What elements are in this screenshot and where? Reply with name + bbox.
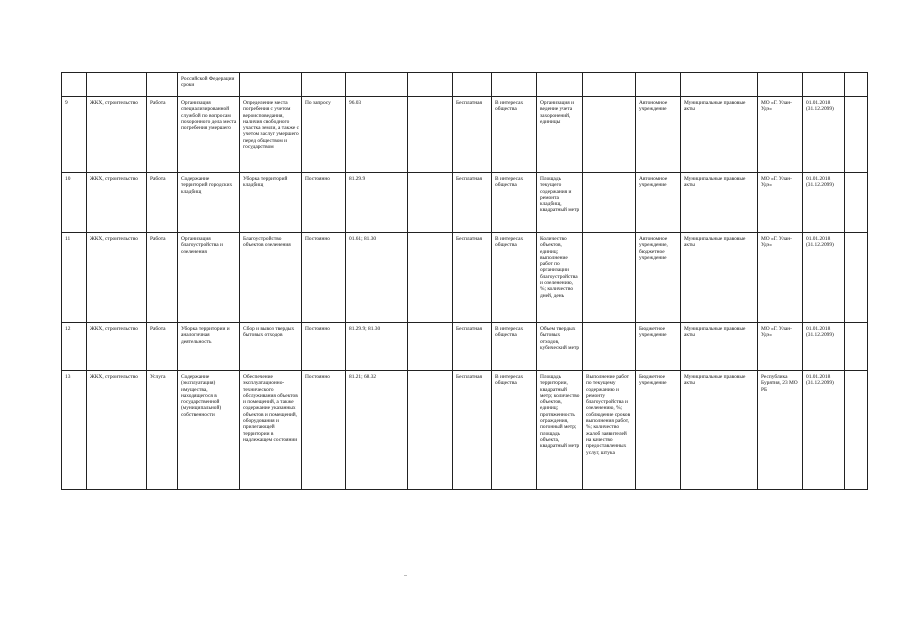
table-cell: Муниципальные правовые акты — [681, 233, 758, 323]
table-cell: Бюджетное учреждение — [636, 371, 681, 490]
table-cell: Площадь территории, квадратный метр; количество объектов, единиц; протяженность ограждения, погонный метр; площадь объекта, квадратный метр — [537, 371, 583, 490]
table-cell: В интересах общества — [492, 323, 537, 371]
table-cell: Содержание территорий городских кладбищ — [178, 173, 240, 233]
table-cell-empty — [845, 173, 868, 233]
table-cell: Определение места погребения с учетом вероисповедания, наличия свободного участка земли, а также с учетом заслуг умершего перед обществом и государством — [240, 97, 302, 173]
table-cell: Работа — [147, 173, 178, 233]
table-cell — [147, 73, 178, 97]
table-cell: Уборка территорий кладбищ — [240, 173, 302, 233]
table-cell — [583, 173, 636, 233]
table-cell — [408, 73, 453, 97]
table-cell — [408, 323, 453, 371]
table-cell: МО «Г. Улан-Удэ» — [758, 323, 803, 371]
table-cell: Автономное учреждение — [636, 173, 681, 233]
table-cell: Муниципальные правовые акты — [681, 173, 758, 233]
table-cell: Обеспечение эксплуатационно-технического обслуживания объектов и помещений, а также содержание указанных объектов и помещений, оборудования и прилегающей территории в надлежащем состоянии — [240, 371, 302, 490]
table-cell: Работа — [147, 233, 178, 323]
table-cell — [583, 323, 636, 371]
table-cell: Российской Федерации сроки — [178, 73, 240, 97]
table-cell: Бюджетное учреждение — [636, 323, 681, 371]
table-cell: В интересах общества — [492, 233, 537, 323]
table-cell: 11 — [62, 233, 87, 323]
table-cell: ЖКХ, строительство — [87, 173, 147, 233]
table-cell — [302, 73, 346, 97]
table-cell: Организация благоустройства и озеленения — [178, 233, 240, 323]
table-cell: Постоянно — [302, 173, 346, 233]
table-cell — [408, 173, 453, 233]
table-cell: 96.03 — [346, 97, 408, 173]
table-cell — [537, 73, 583, 97]
table-cell — [583, 73, 636, 97]
table-cell: 81.29.9; 81.30 — [346, 323, 408, 371]
table-row — [62, 323, 868, 371]
table-cell: 81.29.9 — [346, 173, 408, 233]
table-cell: МО «Г. Улан-Удэ» — [758, 233, 803, 323]
table-cell: Автономное учреждение — [636, 97, 681, 173]
table-cell: По запросу — [302, 97, 346, 173]
table-cell — [583, 97, 636, 173]
scan-speck — [404, 575, 407, 576]
table-cell: Работа — [147, 323, 178, 371]
table-cell: Постоянно — [302, 233, 346, 323]
table-row — [62, 97, 868, 173]
table-row — [62, 173, 868, 233]
table-cell — [87, 73, 147, 97]
table-cell: Муниципальные правовые акты — [681, 323, 758, 371]
table-cell: 01.01.2018 (31.12.2099) — [803, 371, 845, 490]
table-cell: ЖКХ, строительство — [87, 323, 147, 371]
table-cell: Работа — [147, 97, 178, 173]
table-cell — [408, 97, 453, 173]
table-cell — [803, 73, 845, 97]
table-cell: Бесплатная — [453, 371, 492, 490]
table-cell: Бесплатная — [453, 323, 492, 371]
table-cell: 12 — [62, 323, 87, 371]
table-cell: 81.21; 68.32 — [346, 371, 408, 490]
table-cell: Бесплатная — [453, 233, 492, 323]
table-cell: Выполнение работ по текущему содержанию и ремонту благоустройства и озеленению, %; соблюдение сроков выполнения работ, %; количество жалоб заявителей на качество предоставленных услуг, штука — [583, 371, 636, 490]
table-cell: 10 — [62, 173, 87, 233]
table-cell: Количество объектов, единиц; выполнение работ по организации благоустройства и озеленению, %; количество дней, день — [537, 233, 583, 323]
table-cell: Услуга — [147, 371, 178, 490]
table-cell — [583, 233, 636, 323]
table-cell: Содержание (эксплуатация) имущества, находящегося в государственной (муниципальной) собственности — [178, 371, 240, 490]
table-cell — [408, 371, 453, 490]
table-cell: МО «Г. Улан-Удэ» — [758, 173, 803, 233]
table-row — [62, 73, 868, 97]
table-cell: Республика Бурятия, 23 МО РБ — [758, 371, 803, 490]
table-cell: Сбор и вывоз твердых бытовых отходов — [240, 323, 302, 371]
table-cell: Уборка территории и аналогичная деятельность — [178, 323, 240, 371]
table-cell — [681, 73, 758, 97]
table-cell — [758, 73, 803, 97]
table-cell: 01.01.2018 (31.12.2099) — [803, 233, 845, 323]
table-cell: 01.01.2018 (31.12.2099) — [803, 173, 845, 233]
table-cell: Организация и ведение учета захоронений, единицы — [537, 97, 583, 173]
table-cell — [62, 73, 87, 97]
table-cell-empty — [845, 97, 868, 173]
table-cell — [492, 73, 537, 97]
table-cell: Организация специализированной службой по вопросам похоронного дела места погребения умершего — [178, 97, 240, 173]
table-cell: 01.01.2018 (31.12.2099) — [803, 97, 845, 173]
table-cell: ЖКХ, строительство — [87, 97, 147, 173]
table-cell: Бесплатная — [453, 173, 492, 233]
table-cell: 9 — [62, 97, 87, 173]
table-cell: В интересах общества — [492, 371, 537, 490]
table-cell: Постоянно — [302, 323, 346, 371]
table-cell: Постоянно — [302, 371, 346, 490]
table-cell — [240, 73, 302, 97]
table-row — [62, 371, 868, 490]
table-cell-empty — [845, 323, 868, 371]
table-cell-empty — [845, 371, 868, 490]
table-cell — [346, 73, 408, 97]
table-cell: В интересах общества — [492, 97, 537, 173]
table-cell — [453, 73, 492, 97]
table-cell-empty — [845, 73, 868, 97]
table-cell: ЖКХ, строительство — [87, 371, 147, 490]
table-row — [62, 233, 868, 323]
table-cell: Муниципальные правовые акты — [681, 97, 758, 173]
table-cell: Бесплатная — [453, 97, 492, 173]
table-cell: 01.61; 81.30 — [346, 233, 408, 323]
table-cell: Объем твердых бытовых отходов, кубический метр — [537, 323, 583, 371]
table-cell: 13 — [62, 371, 87, 490]
table-cell: Площадь текущего содержания и ремонта кладбищ, квадратный метр — [537, 173, 583, 233]
table-cell — [408, 233, 453, 323]
table-cell: Муниципальные правовые акты — [681, 371, 758, 490]
table-cell: ЖКХ, строительство — [87, 233, 147, 323]
table-cell-empty — [845, 233, 868, 323]
table-cell: 01.01.2018 (31.12.2099) — [803, 323, 845, 371]
table-cell: Благоустройство объектов озеленения — [240, 233, 302, 323]
registry-table — [61, 72, 868, 490]
table-cell: В интересах общества — [492, 173, 537, 233]
table-cell: МО «Г. Улан-Удэ» — [758, 97, 803, 173]
table-cell: Автономное учреждение, бюджетное учреждение — [636, 233, 681, 323]
table-cell — [636, 73, 681, 97]
